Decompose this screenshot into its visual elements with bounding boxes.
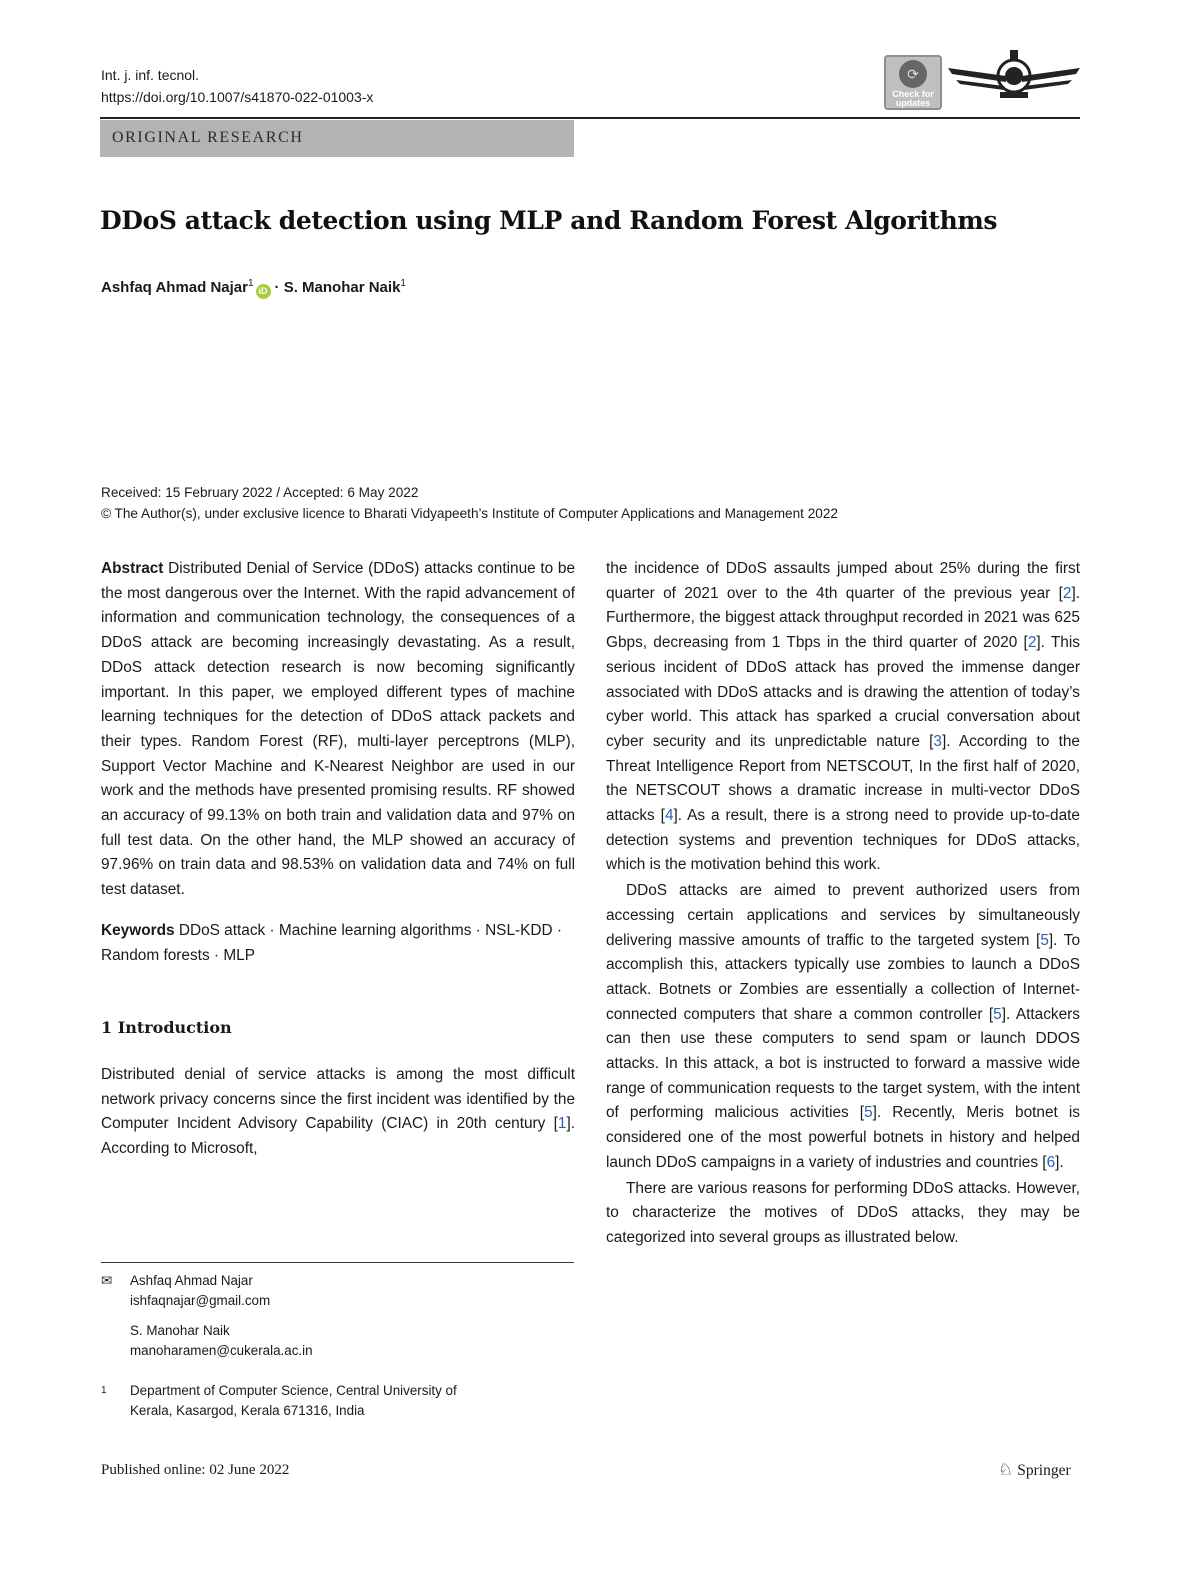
envelope-icon: ✉ xyxy=(101,1273,113,1288)
author-2-affil-mark: 1 xyxy=(400,278,406,289)
check-for-updates-icon: ⟳ xyxy=(899,60,927,88)
intro-text: ]. Attackers can then use these computers to send spam or launch DDOS attacks. In this attack, a bot is instructed to forward a massive wide range of communication requests to the target system, with the intent of performing malicious activities [ xyxy=(606,1005,1080,1122)
abstract-label: Abstract xyxy=(101,560,164,577)
publisher-name: Springer xyxy=(1017,1462,1071,1479)
author-1-email[interactable]: ishfaqnajar@gmail.com xyxy=(130,1293,271,1308)
author-1-name[interactable]: Ashfaq Ahmad Najar xyxy=(101,279,248,296)
author-2-email[interactable]: manoharamen@cukerala.ac.in xyxy=(130,1343,313,1358)
keywords xyxy=(101,919,575,968)
citation-link[interactable]: 3 xyxy=(933,732,942,750)
author-line xyxy=(101,278,406,299)
published-online-date: Published online: 02 June 2022 xyxy=(101,1462,290,1478)
citation-link[interactable]: 1 xyxy=(557,1115,567,1133)
left-column xyxy=(101,557,575,1162)
abstract-text: Distributed Denial of Service (DDoS) attacks continue to be the most dangerous over the Internet. With the rapid advancement of information and communication technology, the consequences of a DDoS attack are becoming increasingly devastating. As a result, DDoS attack detection research is now becoming significantly important. In this paper, we employed different types of machine learning techniques for the detection of DDoS attack packets and their types. Random Forest (RF), multi-layer perceptrons (MLP), Support Vector Machine and K-Nearest Neighbor are used in our work and the methods have presented promising results. RF showed an accuracy of 99.13% on both train and validation data and 97% on full test data. On the other hand, the MLP showed an accuracy of 97.96% on train data and 98.53% on validation data and 74% on full test dataset. xyxy=(101,560,575,899)
springer-horse-icon: ♘ xyxy=(998,1460,1014,1479)
keywords-text: DDoS attack · Machine learning algorithms · NSL-KDD · Random forests · MLP xyxy=(101,921,563,964)
intro-text: ]. To accomplish this, attackers typically use zombies to launch a DDoS attack. Botnets or Zombies are essentially a collection of Internet-connected computers that share a common controller [ xyxy=(606,931,1080,1023)
journal-header xyxy=(101,64,373,108)
orcid-icon[interactable]: iD xyxy=(256,284,271,299)
intro-text: ]. xyxy=(1055,1153,1064,1171)
paper-title: DDoS attack detection using MLP and Random Forest Algorithms xyxy=(100,206,998,235)
author-2-footnote-name: S. Manohar Naik xyxy=(130,1323,230,1338)
intro-text: ]. Furthermore, the biggest attack throughput recorded in 2021 was 625 Gbps, decreasing from 1 Tbps in the third quarter of 2020 [ xyxy=(606,584,1080,652)
intro-text: ]. Recently, Meris botnet is considered one of the most powerful botnets in history and helped launch DDoS campaigns in a variety of industries and countries [ xyxy=(606,1104,1080,1171)
intro-text: DDoS attacks are aimed to prevent authorized users from accessing certain applications and services by simultaneously delivering massive amounts of traffic to the targeted system [ xyxy=(606,882,1080,949)
intro-paragraph-2 xyxy=(606,879,1080,1175)
footnote-rule xyxy=(101,1262,574,1263)
affiliation xyxy=(101,1381,575,1421)
citation-link[interactable]: 5 xyxy=(1040,931,1049,949)
citation-link[interactable]: 2 xyxy=(1027,634,1037,652)
author-1-footnote-name: Ashfaq Ahmad Najar xyxy=(130,1273,253,1288)
footnotes xyxy=(101,1271,575,1421)
intro-paragraph-1-cont xyxy=(606,557,1080,878)
spacer xyxy=(101,1321,130,1361)
contact-author-1 xyxy=(101,1271,575,1311)
badge-label: Check for updates xyxy=(892,89,934,108)
affiliation-line-1: Department of Computer Science, Central University of xyxy=(130,1383,457,1398)
intro-paragraph-3: There are various reasons for performing DDoS attacks. However, to characterize the motives of DDoS attacks, they may be categorized into several groups as illustrated below. xyxy=(606,1179,1080,1246)
intro-text: ]. As a result, there is a strong need to provide up-to-date detection systems and prevention techniques for DDoS attacks, which is the motivation behind this work. xyxy=(606,807,1080,874)
publisher-logo[interactable] xyxy=(998,1460,1071,1480)
citation-link[interactable]: 6 xyxy=(1046,1153,1056,1171)
journal-name: Int. j. inf. tecnol. xyxy=(101,67,200,83)
author-2-name[interactable]: · S. Manohar Naik xyxy=(274,279,401,296)
intro-text: the incidence of DDoS assaults jumped about 25% during the first quarter of 2021 over to the 4th quarter of the previous year [ xyxy=(606,560,1080,602)
copyright-line: © The Author(s), under exclusive licence to Bharati Vidyapeeth’s Institute of Computer Applications and Management 2022 xyxy=(101,506,838,521)
contact-author-2 xyxy=(101,1321,575,1361)
citation-link[interactable]: 4 xyxy=(664,807,674,825)
article-type-label: ORIGINAL RESEARCH xyxy=(112,129,304,146)
section-heading-introduction: 1 Introduction xyxy=(101,1018,232,1038)
publisher-emblem-icon xyxy=(946,46,1082,104)
affiliation-mark: 1 xyxy=(101,1385,107,1396)
intro-text: ]. According to Microsoft, xyxy=(101,1115,575,1158)
received-accepted: Received: 15 February 2022 / Accepted: 6 May 2022 xyxy=(101,485,419,500)
keywords-label: Keywords xyxy=(101,921,175,939)
affiliation-line-2: Kerala, Kasargod, Kerala 671316, India xyxy=(130,1403,365,1418)
citation-link[interactable]: 2 xyxy=(1062,584,1072,602)
abstract xyxy=(101,557,575,903)
article-dates xyxy=(101,482,838,524)
citation-link[interactable]: 5 xyxy=(864,1104,873,1122)
intro-text: Distributed denial of service attacks is among the most difficult network privacy concerns since the first incident was identified by the Computer Incident Advisory Capability (CIAC) in 20th century [ xyxy=(101,1065,575,1133)
doi-link[interactable]: https://doi.org/10.1007/s41870-022-01003-x xyxy=(101,89,374,105)
right-column xyxy=(606,557,1080,1251)
intro-text: ]. This serious incident of DDoS attack has proved the immense danger associated with DDoS attacks and is drawing the attention of today’s cyber world. This attack has sparked a crucial conversation about cyber security and its unpredictable nature [ xyxy=(606,634,1080,750)
intro-paragraph-1 xyxy=(101,1063,575,1162)
article-type-bar xyxy=(100,120,574,157)
check-for-updates-badge[interactable] xyxy=(884,55,942,110)
header-rule xyxy=(100,117,1080,119)
citation-link[interactable]: 5 xyxy=(993,1005,1002,1023)
author-1-affil-mark: 1 xyxy=(247,278,254,289)
intro-text: ]. According to the Threat Intelligence Report from NETSCOUT, In the first half of 2020, the NETSCOUT shows a dramatic increase in multi-vector DDoS attacks [ xyxy=(606,732,1080,825)
